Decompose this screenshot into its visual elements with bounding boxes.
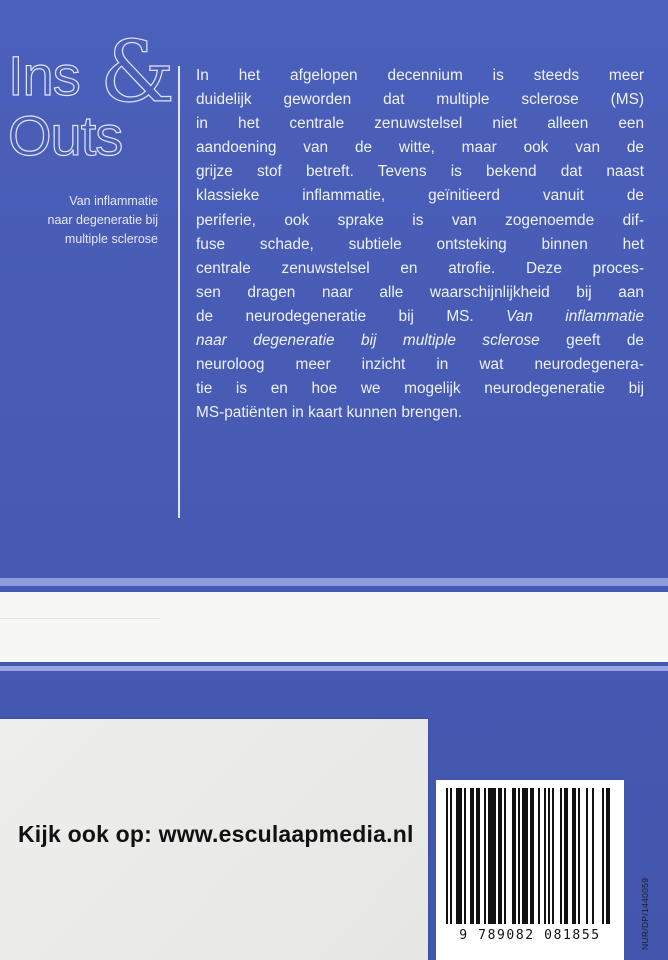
barcode-bar — [530, 788, 534, 924]
blurb-text-run: de neurodegeneratie bij MS. — [196, 307, 474, 325]
barcode-bar — [512, 788, 516, 924]
barcode-bar — [498, 788, 502, 924]
book-title-italic: naar degeneratie bij multiple sclerose — [196, 332, 540, 350]
stripe-line — [0, 618, 160, 619]
barcode-bar — [552, 788, 554, 924]
logo-outs: Outs — [8, 104, 123, 167]
white-stripe — [0, 592, 668, 662]
barcode-bar — [476, 788, 480, 924]
barcode-bar — [504, 788, 506, 924]
series-logo — [8, 23, 178, 188]
blurb-line: In het afgelopen decennium is steeds meer — [196, 67, 644, 84]
blurb-line: neuroloog meer inzicht in wat neurodegenera- — [196, 356, 644, 374]
barcode-bar — [538, 788, 540, 924]
blurb-line — [196, 305, 644, 329]
barcode-bar — [564, 788, 568, 924]
barcode-icon — [442, 788, 618, 928]
logo-ins: Ins — [8, 44, 80, 107]
blurb-line: grijze stof betreft. Tevens is bekend dat naast — [196, 163, 644, 181]
blurb-line: aandoening van de witte, maar ook van de — [196, 139, 644, 157]
barcode-bar — [488, 788, 496, 924]
barcode-bar — [606, 788, 610, 924]
barcode-bar — [450, 788, 452, 924]
light-blue-stripe — [0, 666, 668, 671]
blurb-line: duidelijk geworden dat multiple sclerose (MS) — [196, 91, 644, 109]
barcode-bar — [484, 788, 486, 924]
barcode-bar — [518, 788, 520, 924]
barcode-bar — [464, 788, 466, 924]
blurb-line — [196, 329, 644, 353]
blurb-line: sen dragen naar alle waarschijnlijkheid bij aan — [196, 283, 644, 301]
subtitle-line: Van inflammatie — [69, 194, 158, 208]
barcode-bar — [572, 788, 576, 924]
blurb-text-run: geeft de — [566, 332, 644, 350]
blurb-line: centrale zenuwstelsel en atrofie. Deze proces- — [196, 259, 644, 277]
barcode-bar — [592, 788, 594, 924]
barcode-bar — [560, 788, 562, 924]
barcode-bar — [602, 788, 604, 924]
barcode-bar — [456, 788, 462, 924]
blurb-line: in het centrale zenuwstelsel niet alleen een — [196, 115, 644, 133]
barcode-bar — [470, 788, 474, 924]
barcode-bar — [586, 788, 588, 924]
logo-ampersand: & — [100, 23, 175, 121]
blurb-text — [196, 64, 644, 425]
blurb-line: MS-patiënten in kaart kunnen brengen. — [196, 404, 463, 422]
book-title-italic: Van inflammatie — [506, 307, 645, 325]
product-code: NUR/DP/1440059 — [640, 877, 650, 950]
website-sticker — [0, 719, 428, 960]
barcode-bar — [548, 788, 550, 924]
isbn-number: 9 789082 081855 — [459, 928, 601, 943]
blurb-line: periferie, ook sprake is van zogenoemde dif- — [196, 211, 644, 229]
blurb-line: klassieke inflammatie, geïnitieerd vanuit de — [196, 187, 644, 205]
barcode-bar — [578, 788, 580, 924]
book-subtitle — [0, 192, 158, 249]
subtitle-line: naar degeneratie bij — [47, 213, 158, 227]
website-link-text[interactable]: Kijk ook op: www.esculaapmedia.nl — [18, 821, 414, 847]
barcode-bar — [446, 788, 448, 924]
barcode-bar — [522, 788, 528, 924]
blurb-line: fuse schade, subtiele ontsteking binnen het — [196, 235, 644, 253]
blurb-line: tie is en hoe we mogelijk neurodegeneratie bij — [196, 380, 644, 398]
subtitle-line: multiple sclerose — [64, 232, 158, 246]
barcode-area — [436, 780, 624, 960]
light-blue-stripe — [0, 578, 668, 586]
vertical-divider — [178, 66, 180, 518]
barcode-bar — [544, 788, 546, 924]
